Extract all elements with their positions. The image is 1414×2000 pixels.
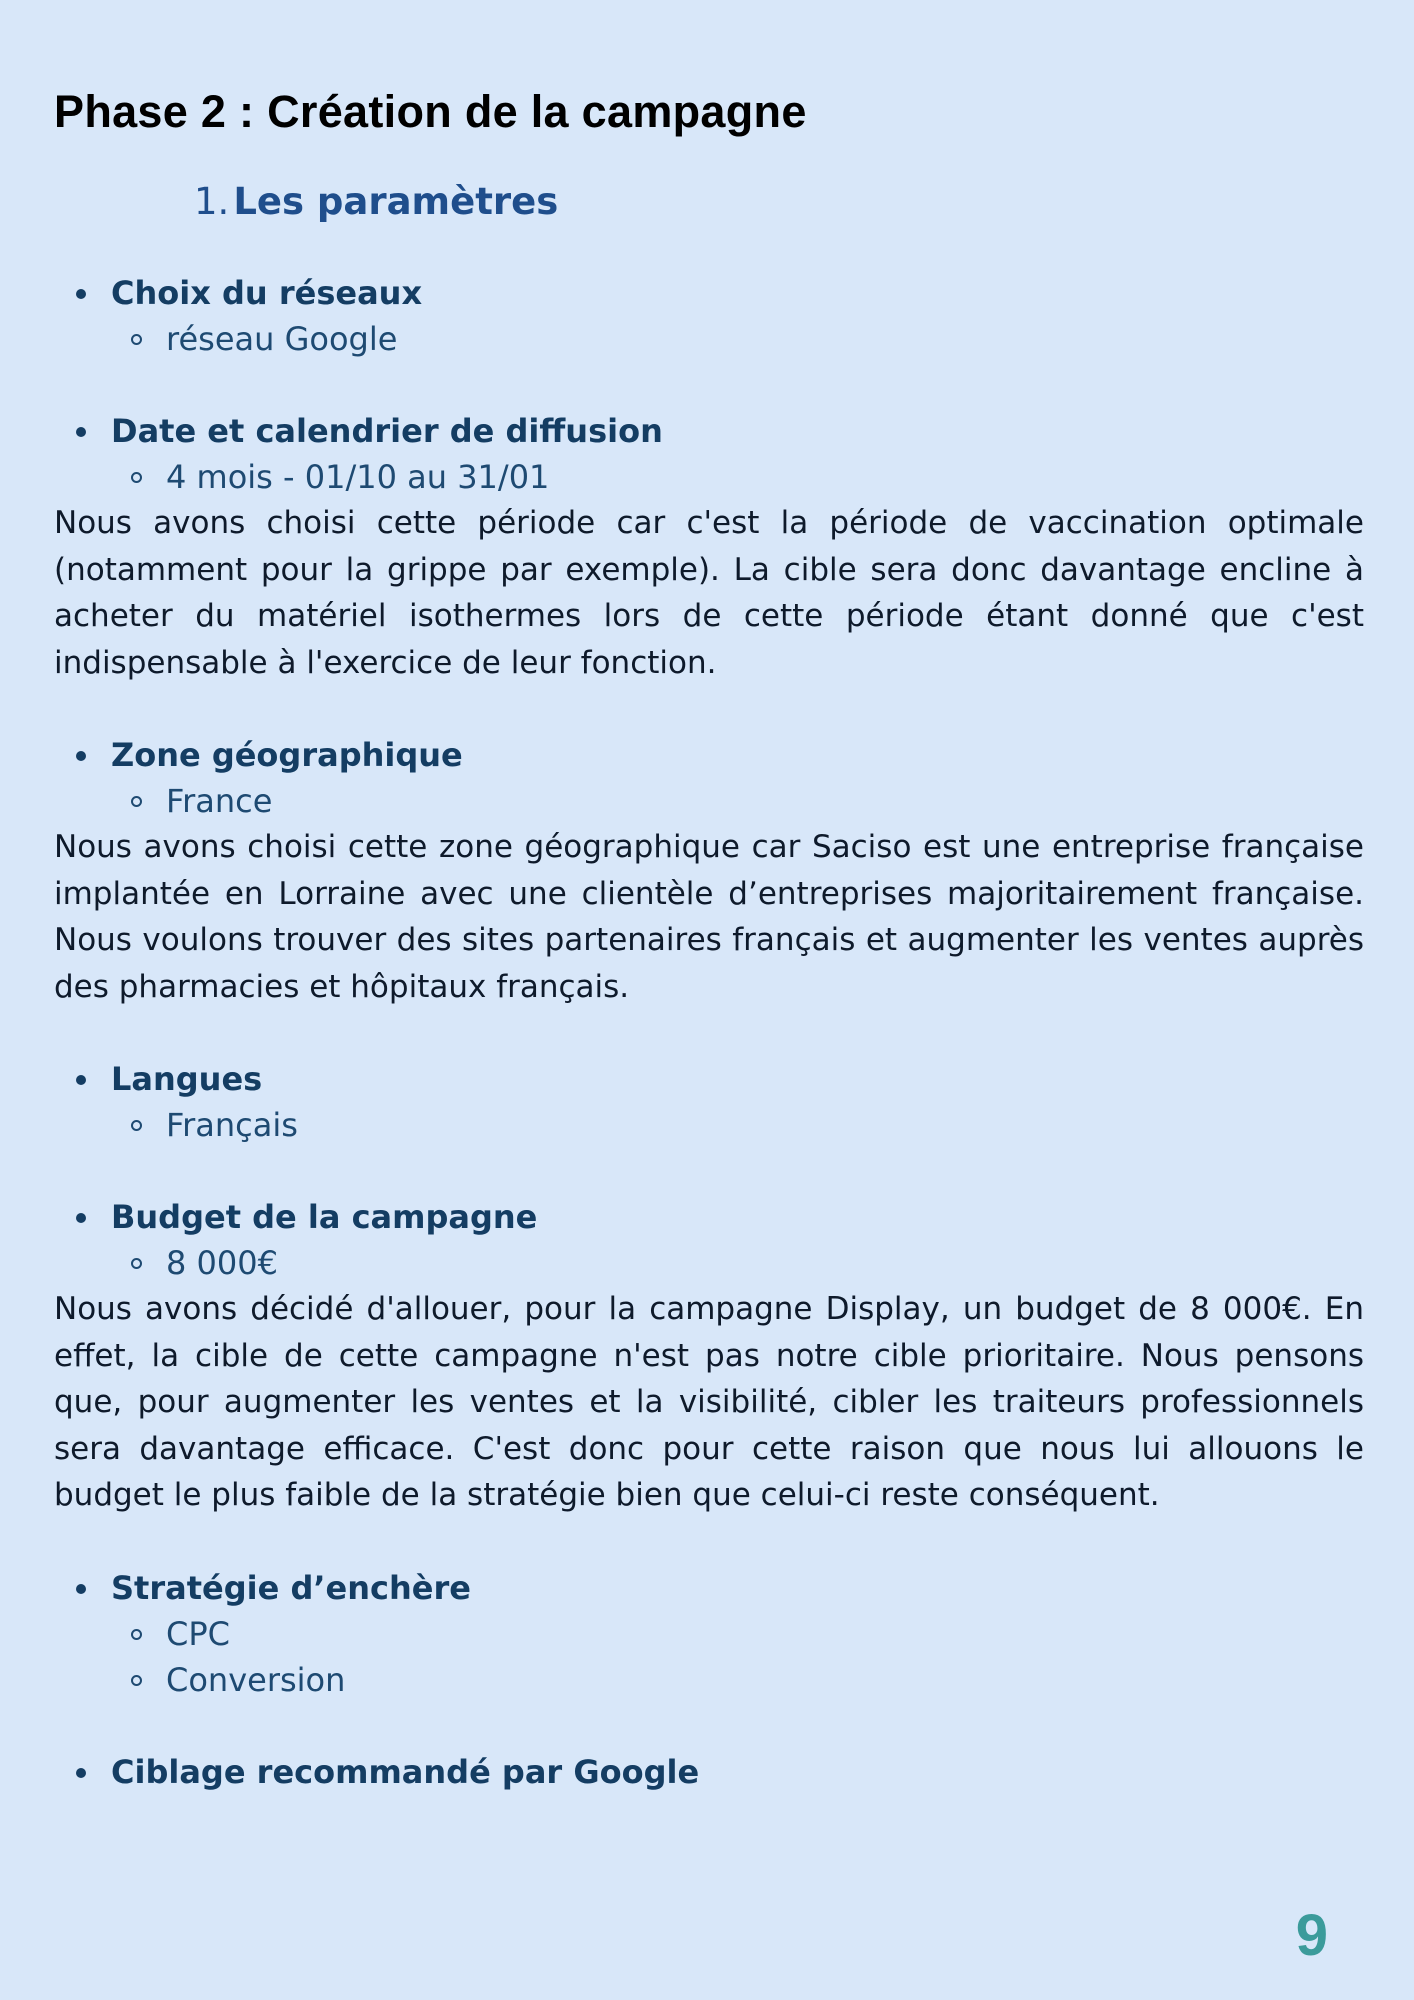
bullet-label: Zone géographique	[54, 732, 1364, 778]
item-languages	[54, 1056, 1364, 1148]
paragraph: Nous avons décidé d'allouer, pour la campagne Display, un budget de 8 000€. En effet, la cible de cette campagne n'est pas notre cible prioritaire. Nous pensons que, pour augmenter les ventes et la visibilité, cibler les traiteurs professionnels sera davantage efficace. C'est donc pour cette raison que nous lui allouons le budget le plus faible de la stratégie bien que celui-ci reste conséquent.	[54, 1291, 1364, 1513]
sub-item: Français	[54, 1102, 1364, 1148]
item-budget	[54, 1194, 1364, 1519]
item-google-targeting	[54, 1749, 1364, 1795]
bullet-label: Stratégie d’enchère	[54, 1565, 1364, 1611]
bullet-label: Budget de la campagne	[54, 1194, 1364, 1240]
sub-item: Conversion	[54, 1657, 1364, 1703]
document-page	[54, 0, 1364, 2000]
page-number: 9	[1295, 1903, 1328, 1968]
bullet-label: Date et calendrier de diffusion	[54, 408, 1364, 454]
sub-item: France	[54, 778, 1364, 824]
section-heading	[194, 180, 558, 223]
item-network	[54, 270, 1364, 362]
bullet-label: Choix du réseaux	[54, 270, 1364, 316]
item-schedule	[54, 408, 1364, 686]
sub-item: 4 mois - 01/10 au 31/01	[54, 454, 1364, 500]
paragraph: Nous avons choisi cette zone géographique car Saciso est une entreprise française implantée en Lorraine avec une clientèle d’entreprises majoritairement française. Nous voulons trouver des sites partenaires français et augmenter les ventes auprès des pharmacies et hôpitaux français.	[54, 829, 1364, 1005]
section-number: 1.	[194, 180, 230, 223]
section-title: Les paramètres	[233, 180, 559, 223]
bullet-label: Langues	[54, 1056, 1364, 1102]
sub-item: CPC	[54, 1611, 1364, 1657]
paragraph: Nous avons choisi cette période car c'est la période de vaccination optimale (notamment pour la grippe par exemple). La cible sera donc davantage encline à acheter du matériel isothermes lors de cette période étant donné que c'est indispensable à l'exercice de leur fonction.	[54, 505, 1364, 681]
page-title: Phase 2 : Création de la campagne	[54, 86, 807, 137]
sub-item: 8 000€	[54, 1240, 1364, 1286]
parameters-list	[54, 270, 1364, 1841]
bullet-label: Ciblage recommandé par Google	[54, 1749, 1364, 1795]
item-bidding-strategy	[54, 1565, 1364, 1703]
item-geo-zone	[54, 732, 1364, 1010]
sub-item: réseau Google	[54, 316, 1364, 362]
